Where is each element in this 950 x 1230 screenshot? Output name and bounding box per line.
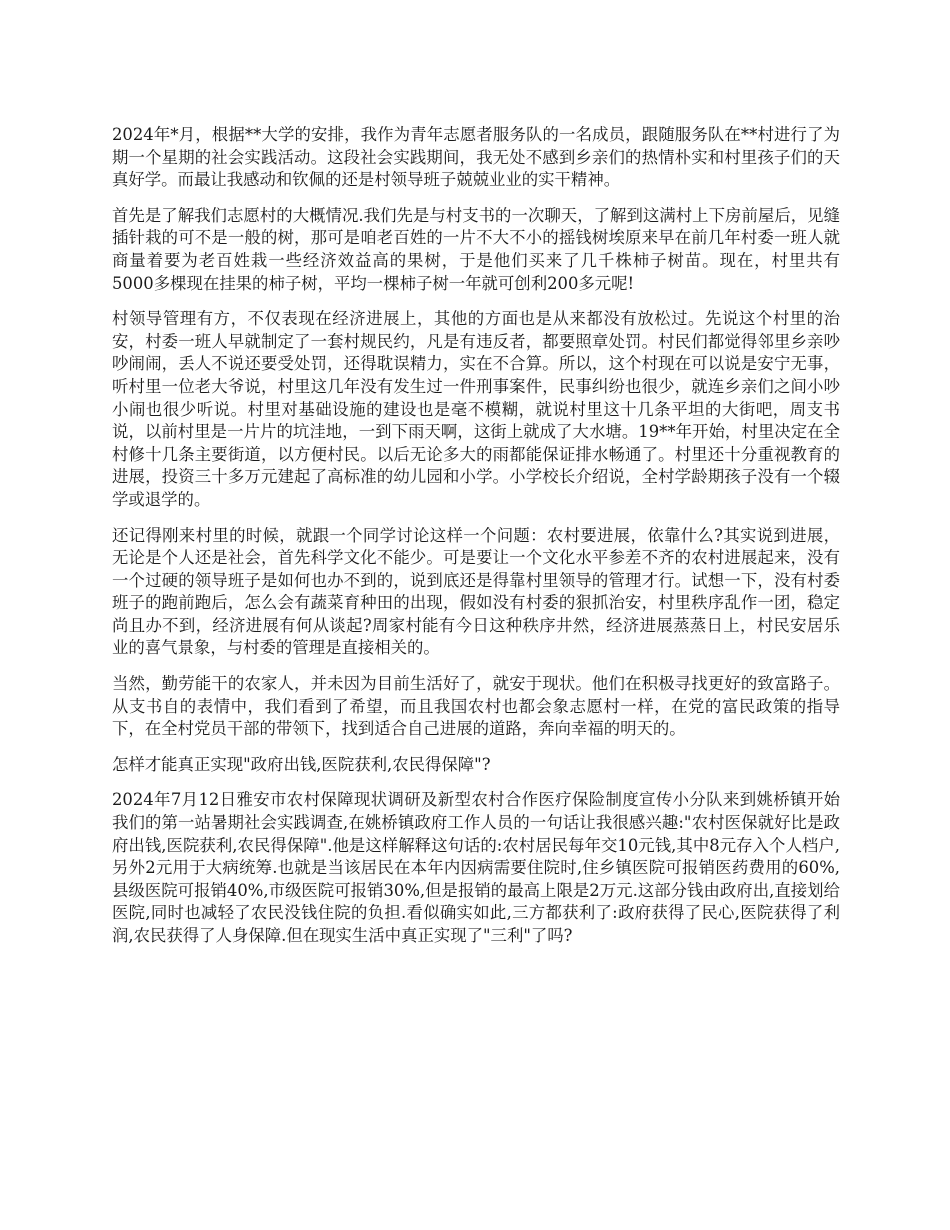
paragraph-3: 村领导管理有方，不仅表现在经济进展上，其他的方面也是从来都没有放松过。先说这个村里的治安，村委一班人早就制定了一套村规民约，凡是有违反者，都要照章处罚。村民们都觉得邻里乡亲吵吵闹闹，丢人不说还要受处罚，还得耽误精力，实在不合算。所以，这个村现在可以说是安宁无事，听村里一位老大爷说，村里这几年没有发生过一件刑事案件，民事纠纷也很少，就连乡亲们之间小吵小闹也很少听说。村里对基础设施的建设也是毫不模糊，就说村里这十几条平坦的大街吧，周支书说，以前村里是一片片的坑洼地，一到下雨天啊，这街上就成了大水塘。19**年开始，村里决定在全村修十几条主要街道，以方便村民。以后无论多大的雨都能保证排水畅通了。村里还十分重视教育的进展，投资三十多万元建起了高标准的幼儿园和小学。小学校长介绍说，全村学龄期孩子没有一个辍学或退学的。 [112, 309, 840, 509]
paragraph-6: 2024年7月12日雅安市农村保障现状调研及新型农村合作医疗保险制度宣传小分队来到姚桥镇开始我们的第一站暑期社会实践调查,在姚桥镇政府工作人员的一句话让我很感兴趣:"农村医保就好比是政府出钱,医院获利,农民得保障".他是这样解释这句话的:农村居民每年交10元钱,其中8元存入个人档户,另外2元用于大病统筹.也就是当该居民在本年内因病需要住院时,住乡镇医院可报销医药费用的60%,县级医院可报销40%,市级医院可报销30%,但是报销的最高上限是2万元.这部分钱由政府出,直接划给医院,同时也减轻了农民没钱住院的负担.看似确实如此,三方都获利了:政府获得了民心,医院获得了利润,农民获得了人身保障.但在现实生活中真正实现了"三利"了吗? [112, 790, 840, 945]
paragraph-1: 2024年*月，根据**大学的安排，我作为青年志愿者服务队的一名成员，跟随服务队在**村进行了为期一个星期的社会实践活动。这段社会实践期间，我无处不感到乡亲们的热情朴实和村里孩子们的天真好学。而最让我感动和钦佩的还是村领导班子兢兢业业的实干精神。 [112, 125, 840, 190]
paragraph-2: 首先是了解我们志愿村的大概情况.我们先是与村支书的一次聊天，了解到这满村上下房前屋后，见缝插针栽的可不是一般的树，那可是咱老百姓的一片不大不小的摇钱树埃原来早在前几年村委一班人就商量着要为老百姓栽一些经济效益高的果树，于是他们买来了几千株柿子树苗。现在，村里共有5000多棵现在挂果的柿子树，平均一棵柿子树一年就可创利200多元呢! [112, 205, 840, 293]
paragraph-5: 当然，勤劳能干的农家人，并未因为目前生活好了，就安于现状。他们在积极寻找更好的致富路子。从支书自的表情中，我们看到了希望，而且我国农村也都会象志愿村一样，在党的富民政策的指导下，在全村党员干部的带领下，找到适合自己进展的道路，奔向幸福的明天的。 [112, 674, 840, 739]
section-heading: 怎样才能真正实现"政府出钱,医院获利,农民得保障"? [112, 754, 491, 774]
paragraph-4: 还记得刚来村里的时候，就跟一个同学讨论这样一个问题：农村要进展，依靠什么?其实说到进展，无论是个人还是社会，首先科学文化不能少。可是要让一个文化水平参差不齐的农村进展起来，没有一个过硬的领导班子是如何也办不到的，说到底还是得靠村里领导的管理才行。试想一下，没有村委班子的跑前跑后，怎么会有蔬菜育种田的出现，假如没有村委的狠抓治安，村里秩序乱作一团，稳定尚且办不到，经济进展有何从谈起?周家村能有今日这种秩序井然，经济进展蒸蒸日上，村民安居乐业的喜气景象，与村委的管理是直接相关的。 [112, 525, 840, 658]
document-body [112, 124, 840, 961]
